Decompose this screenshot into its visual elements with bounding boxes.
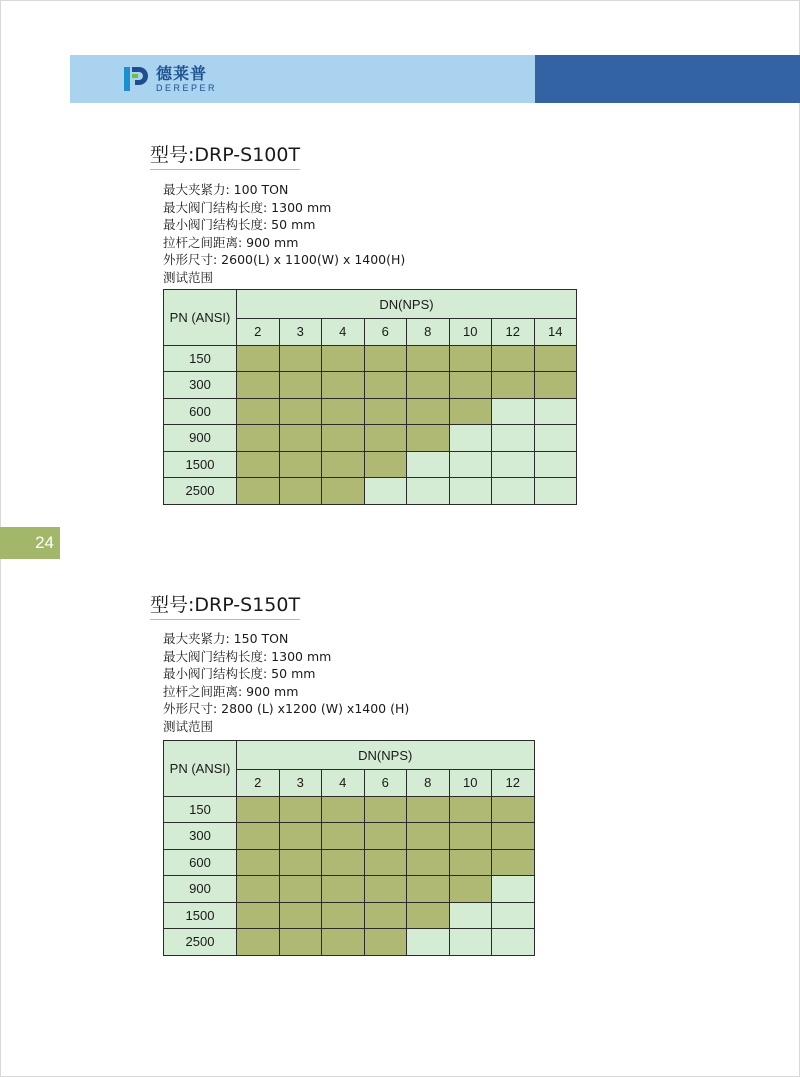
range-cell-available [322,372,365,399]
table-row [164,451,577,478]
range-cell-available [364,849,407,876]
range-cell-available [449,345,492,372]
dn-value: 4 [322,319,365,346]
table-row [164,876,535,903]
spec-tie-rod-distance: 拉杆之间距离: 900 mm [163,234,299,250]
range-cell-available [492,823,535,850]
table-row [164,425,577,452]
range-cell-available [449,398,492,425]
range-cell-available [322,876,365,903]
range-cell-available [322,796,365,823]
pn-value: 2500 [164,929,237,956]
model-title: 型号:DRP-S150T [150,594,301,616]
spec-max-length: 最大阀门结构长度: 1300 mm [163,199,332,215]
range-cell-unavailable [407,451,450,478]
dn-header: DN(NPS) [237,741,535,770]
range-cell-available [492,849,535,876]
brand-name-cn: 德莱普 [156,63,208,83]
range-cell-available [407,823,450,850]
range-cell-available [322,345,365,372]
spec-clamp-force: 最大夹紧力: 100 TON [163,182,289,197]
range-cell-available [322,478,365,505]
table-row [164,478,577,505]
pn-value: 600 [164,398,237,425]
range-cell-available [364,372,407,399]
range-cell-unavailable [534,451,577,478]
range-cell-available [449,372,492,399]
table-row [164,398,577,425]
range-label: 测试范围 [163,718,214,734]
pn-header: PN (ANSI) [164,290,237,346]
pn-value: 300 [164,823,237,850]
table-header-row [164,290,577,319]
header-band-accent [535,55,800,103]
spec-list [163,630,409,735]
range-cell-unavailable [492,425,535,452]
range-cell-available [237,478,280,505]
range-cell-available [279,823,322,850]
model-title: 型号:DRP-S100T [150,144,301,166]
brand-logo [122,64,217,94]
range-cell-unavailable [492,478,535,505]
test-range-table [163,289,577,505]
range-cell-available [279,796,322,823]
range-cell-available [449,876,492,903]
spec-max-length: 最大阀门结构长度: 1300 mm [163,648,332,664]
dn-value: 10 [449,319,492,346]
range-cell-unavailable [492,451,535,478]
range-cell-available [237,345,280,372]
range-cell-available [364,796,407,823]
range-cell-available [449,849,492,876]
range-cell-available [237,876,280,903]
range-cell-available [364,902,407,929]
pn-header: PN (ANSI) [164,741,237,797]
pn-value: 1500 [164,451,237,478]
dn-value: 4 [322,770,365,797]
range-cell-available [407,425,450,452]
range-cell-available [492,372,535,399]
table-row [164,372,577,399]
range-cell-available [237,929,280,956]
dn-value: 2 [237,319,280,346]
spec-clamp-force: 最大夹紧力: 150 TON [163,631,289,646]
range-cell-available [237,902,280,929]
range-cell-available [322,823,365,850]
dn-value: 8 [407,770,450,797]
range-cell-available [237,451,280,478]
range-cell-available [407,796,450,823]
brand-name-en: DEREPER [156,82,218,93]
table-row [164,849,535,876]
range-cell-available [279,372,322,399]
range-cell-available [237,796,280,823]
range-cell-unavailable [534,398,577,425]
dn-value: 8 [407,319,450,346]
range-cell-available [364,451,407,478]
range-cell-available [492,796,535,823]
dn-value: 2 [237,770,280,797]
dn-value: 12 [492,770,535,797]
range-cell-available [322,425,365,452]
range-cell-available [407,372,450,399]
range-cell-available [322,849,365,876]
range-cell-available [449,796,492,823]
range-cell-available [364,425,407,452]
table-row [164,929,535,956]
range-cell-unavailable [449,425,492,452]
range-cell-available [364,929,407,956]
range-cell-unavailable [534,478,577,505]
range-cell-available [364,345,407,372]
range-cell-available [279,929,322,956]
range-cell-unavailable [364,478,407,505]
range-label: 测试范围 [163,269,214,285]
range-cell-available [279,345,322,372]
dn-header: DN(NPS) [237,290,577,319]
range-cell-available [279,902,322,929]
range-cell-available [237,398,280,425]
pn-value: 600 [164,849,237,876]
range-cell-unavailable [449,451,492,478]
dn-value: 6 [364,319,407,346]
dn-value: 12 [492,319,535,346]
pn-value: 2500 [164,478,237,505]
range-cell-unavailable [449,902,492,929]
pn-value: 900 [164,876,237,903]
range-cell-available [237,425,280,452]
range-cell-available [534,372,577,399]
range-cell-available [237,823,280,850]
range-cell-available [364,823,407,850]
table-row [164,796,535,823]
range-cell-unavailable [407,478,450,505]
range-cell-available [279,478,322,505]
range-cell-available [534,345,577,372]
range-cell-available [279,425,322,452]
dn-value: 3 [279,770,322,797]
range-cell-available [279,876,322,903]
table-row [164,902,535,929]
dn-value: 3 [279,319,322,346]
range-cell-available [407,876,450,903]
range-cell-available [407,849,450,876]
title-underline [150,619,300,620]
pn-value: 150 [164,345,237,372]
range-cell-unavailable [407,929,450,956]
dn-value: 6 [364,770,407,797]
pn-value: 1500 [164,902,237,929]
spec-dimensions: 外形尺寸: 2800 (L) x1200 (W) x1400 (H) [163,701,410,716]
pn-value: 150 [164,796,237,823]
range-cell-available [492,345,535,372]
spec-min-length: 最小阀门结构长度: 50 mm [163,666,316,681]
range-cell-available [322,902,365,929]
spec-list [163,181,405,286]
range-cell-available [279,849,322,876]
pn-value: 900 [164,425,237,452]
range-cell-available [449,823,492,850]
spec-dimensions: 外形尺寸: 2600(L) x 1100(W) x 1400(H) [163,252,406,267]
table-row [164,345,577,372]
range-cell-available [279,451,322,478]
range-cell-available [407,345,450,372]
range-cell-available [237,372,280,399]
title-underline [150,169,300,170]
range-cell-unavailable [534,425,577,452]
range-cell-available [279,398,322,425]
dn-value: 14 [534,319,577,346]
table-row [164,823,535,850]
range-cell-available [364,876,407,903]
range-cell-unavailable [492,876,535,903]
range-cell-available [407,902,450,929]
range-cell-unavailable [492,902,535,929]
page-number: 24 [0,527,60,559]
range-cell-available [322,929,365,956]
range-cell-available [322,398,365,425]
spec-min-length: 最小阀门结构长度: 50 mm [163,217,316,232]
test-range-table [163,740,535,956]
range-cell-available [407,398,450,425]
spec-tie-rod-distance: 拉杆之间距离: 900 mm [163,683,299,699]
range-cell-unavailable [449,478,492,505]
range-cell-available [364,398,407,425]
range-cell-available [322,451,365,478]
range-cell-unavailable [449,929,492,956]
range-cell-available [237,849,280,876]
table-header-row [164,741,535,770]
dn-value: 10 [449,770,492,797]
range-cell-unavailable [492,398,535,425]
range-cell-unavailable [492,929,535,956]
logo-mark-icon [122,65,150,93]
pn-value: 300 [164,372,237,399]
